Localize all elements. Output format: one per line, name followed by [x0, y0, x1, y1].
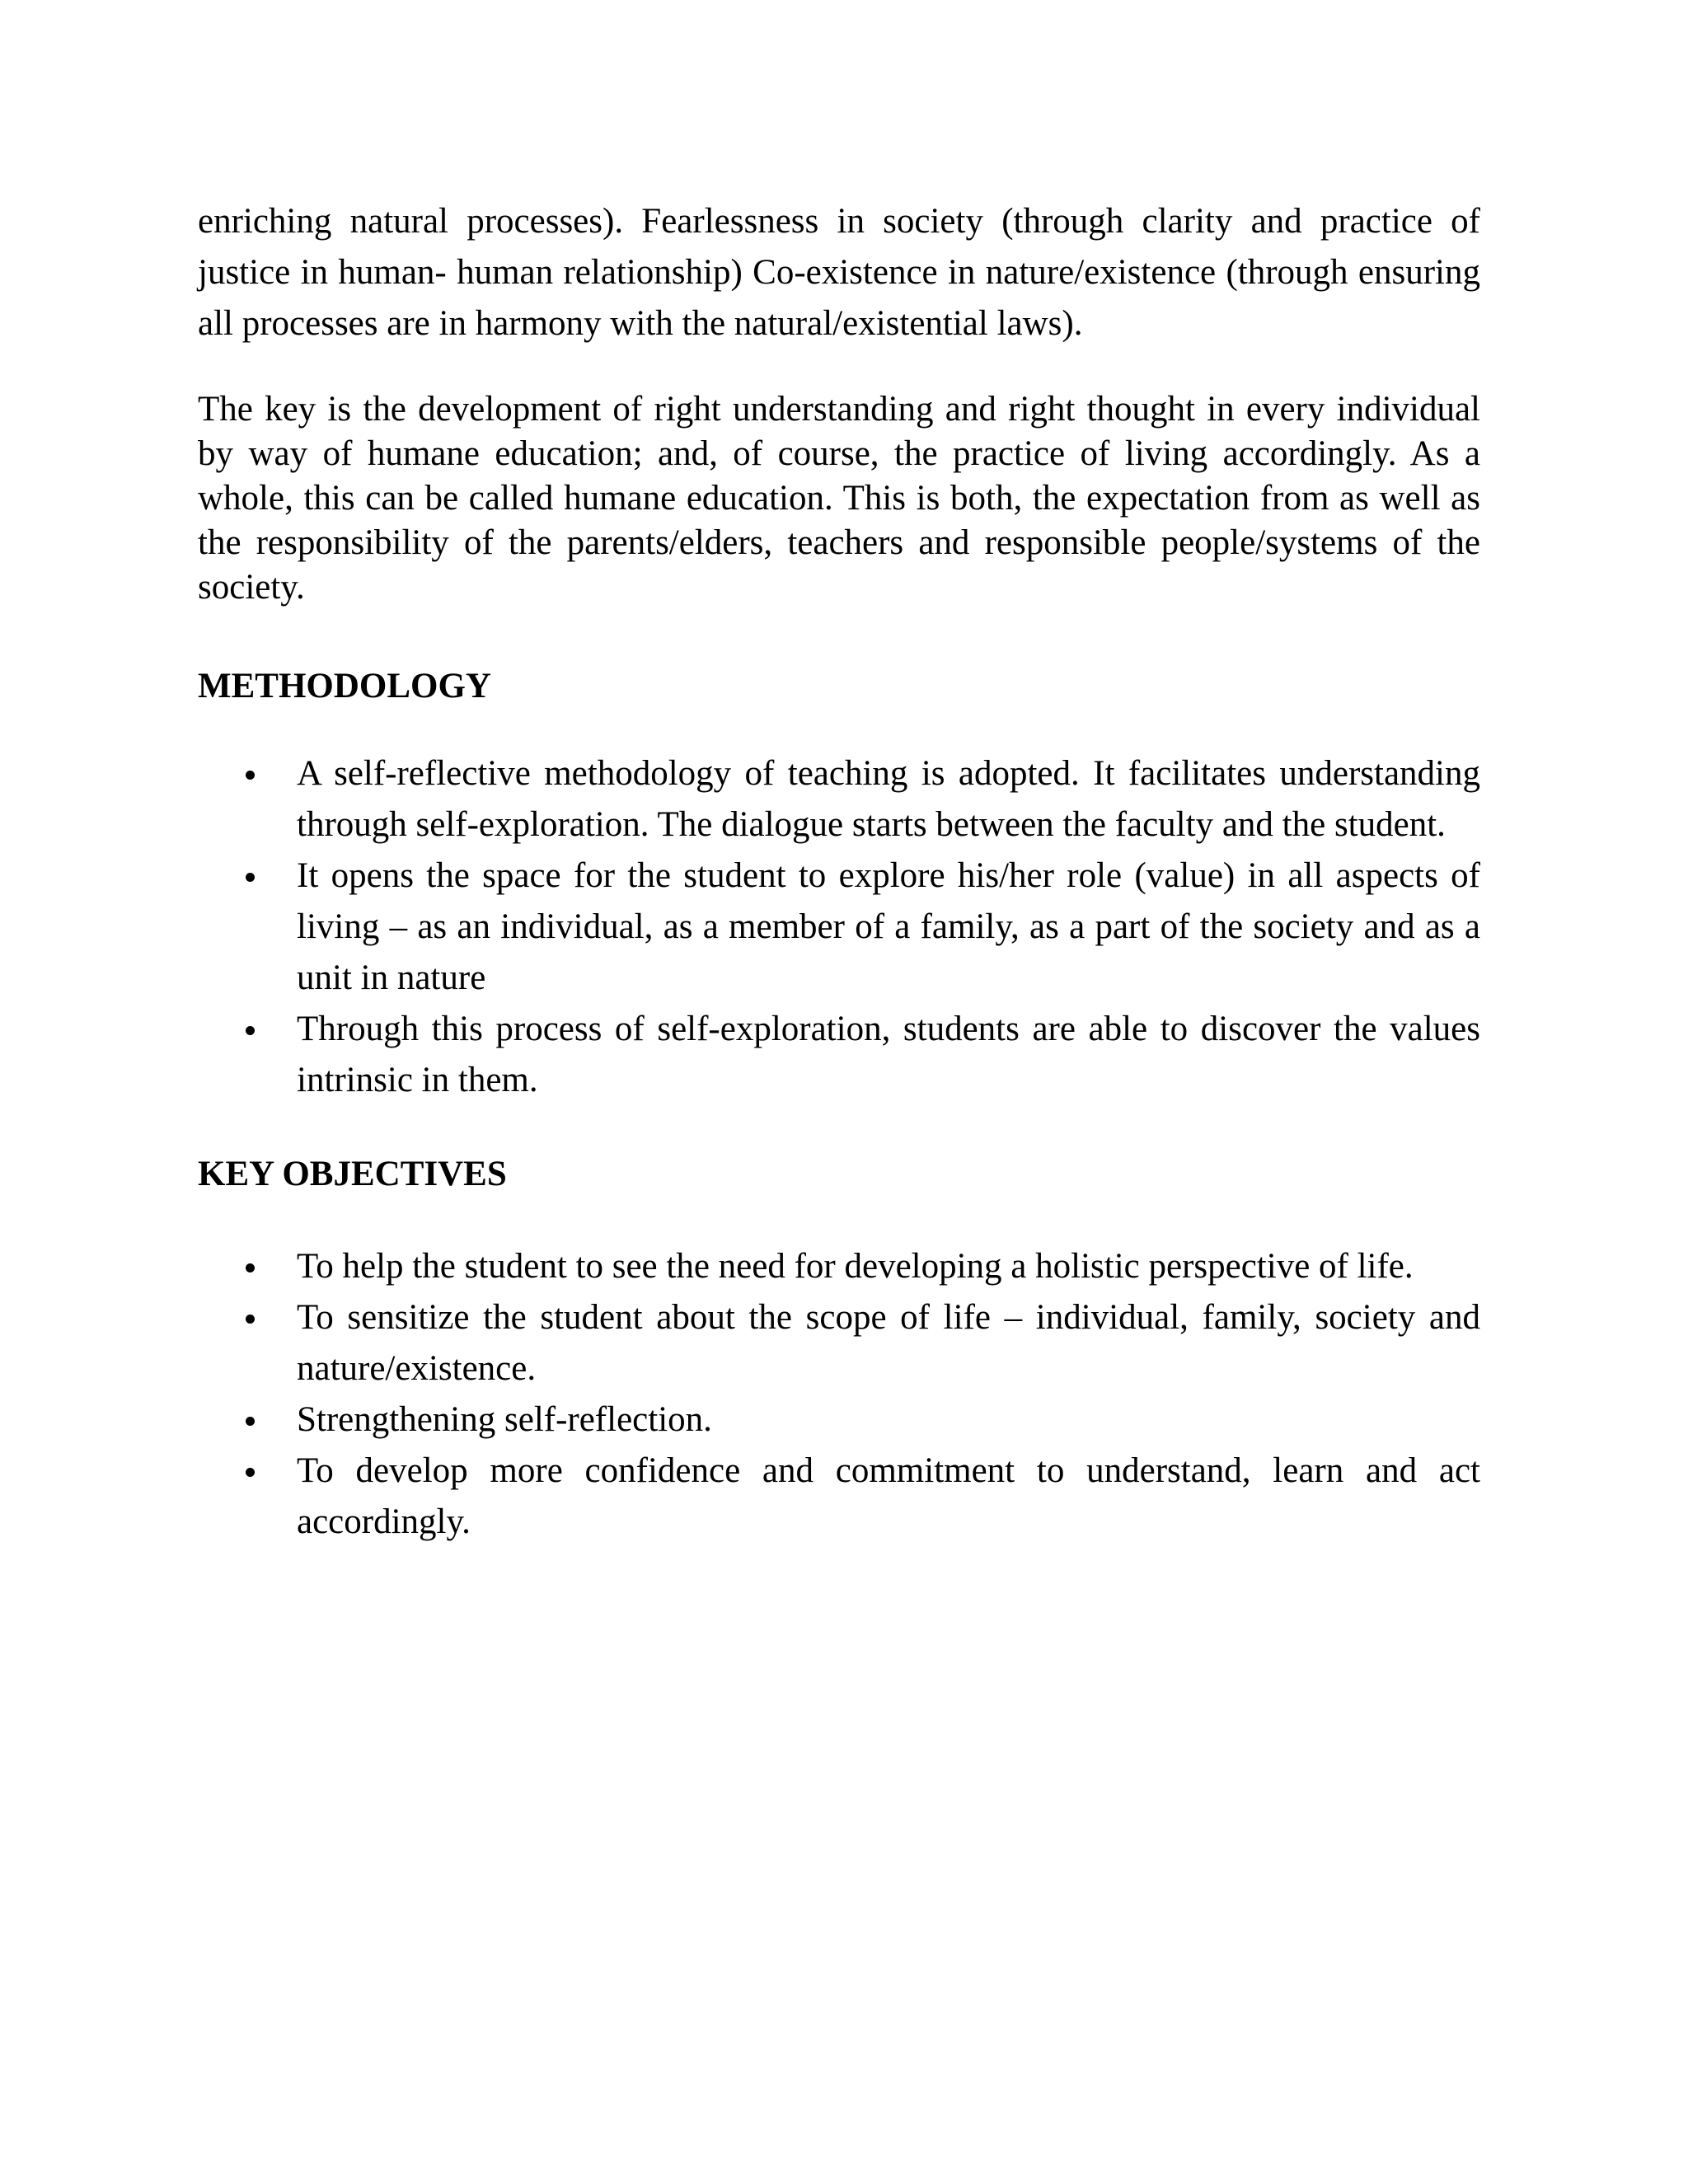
bullet-icon — [246, 1263, 255, 1272]
list-item-text: It opens the space for the student to explore his/her role (value) in all aspects of living – as an individual, as a member of a family, as a part of the society and as a unit in nature — [297, 856, 1480, 997]
list-item — [198, 1446, 1480, 1548]
list-item-text: To help the student to see the need for developing a holistic perspective of life. — [297, 1247, 1414, 1286]
methodology-heading: METHODOLOGY — [198, 667, 491, 705]
methodology-list — [198, 748, 1480, 1106]
document-page — [198, 196, 1480, 1548]
list-item-text: A self-reflective methodology of teaching is adopted. It facilitates understanding through self-exploration. The dialogue starts between the faculty and the student. — [297, 754, 1480, 844]
list-item — [198, 1292, 1480, 1394]
bullet-icon — [246, 1026, 255, 1035]
bullet-icon — [246, 771, 255, 780]
list-item-text: Through this process of self-exploration, students are able to discover the values intrinsic in them. — [297, 1010, 1480, 1099]
key-objectives-heading: KEY OBJECTIVES — [198, 1155, 507, 1193]
list-item — [198, 851, 1480, 1004]
bullet-icon — [246, 1468, 255, 1477]
bullet-icon — [246, 1417, 255, 1426]
key-objectives-list — [198, 1241, 1480, 1548]
bullet-icon — [246, 873, 255, 882]
list-item — [198, 1394, 1480, 1446]
list-item — [198, 1004, 1480, 1106]
list-item-text: To sensitize the student about the scope of life – individual, family, society and nature/existence. — [297, 1298, 1480, 1388]
bullet-icon — [246, 1315, 255, 1324]
key-paragraph: The key is the development of right understanding and right thought in every individual by way of humane education; and, of course, the practice of living accordingly. As a whole, this can be called humane education. This is both, the expectation from as well as the responsibility of the parents/elders, teachers and responsible people/systems of the society. — [198, 390, 1480, 607]
list-item-text: To develop more confidence and commitment to understand, learn and act accordingly. — [297, 1451, 1480, 1541]
list-item — [198, 1241, 1480, 1292]
list-item-text: Strengthening self-reflection. — [297, 1400, 712, 1439]
intro-paragraph: enriching natural processes). Fearlessness in society (through clarity and practice of justice in human- human relationship) Co-existence in nature/existence (through ensuring all processes are in harmony with the natural/existential laws). — [198, 202, 1480, 343]
list-item — [198, 748, 1480, 851]
